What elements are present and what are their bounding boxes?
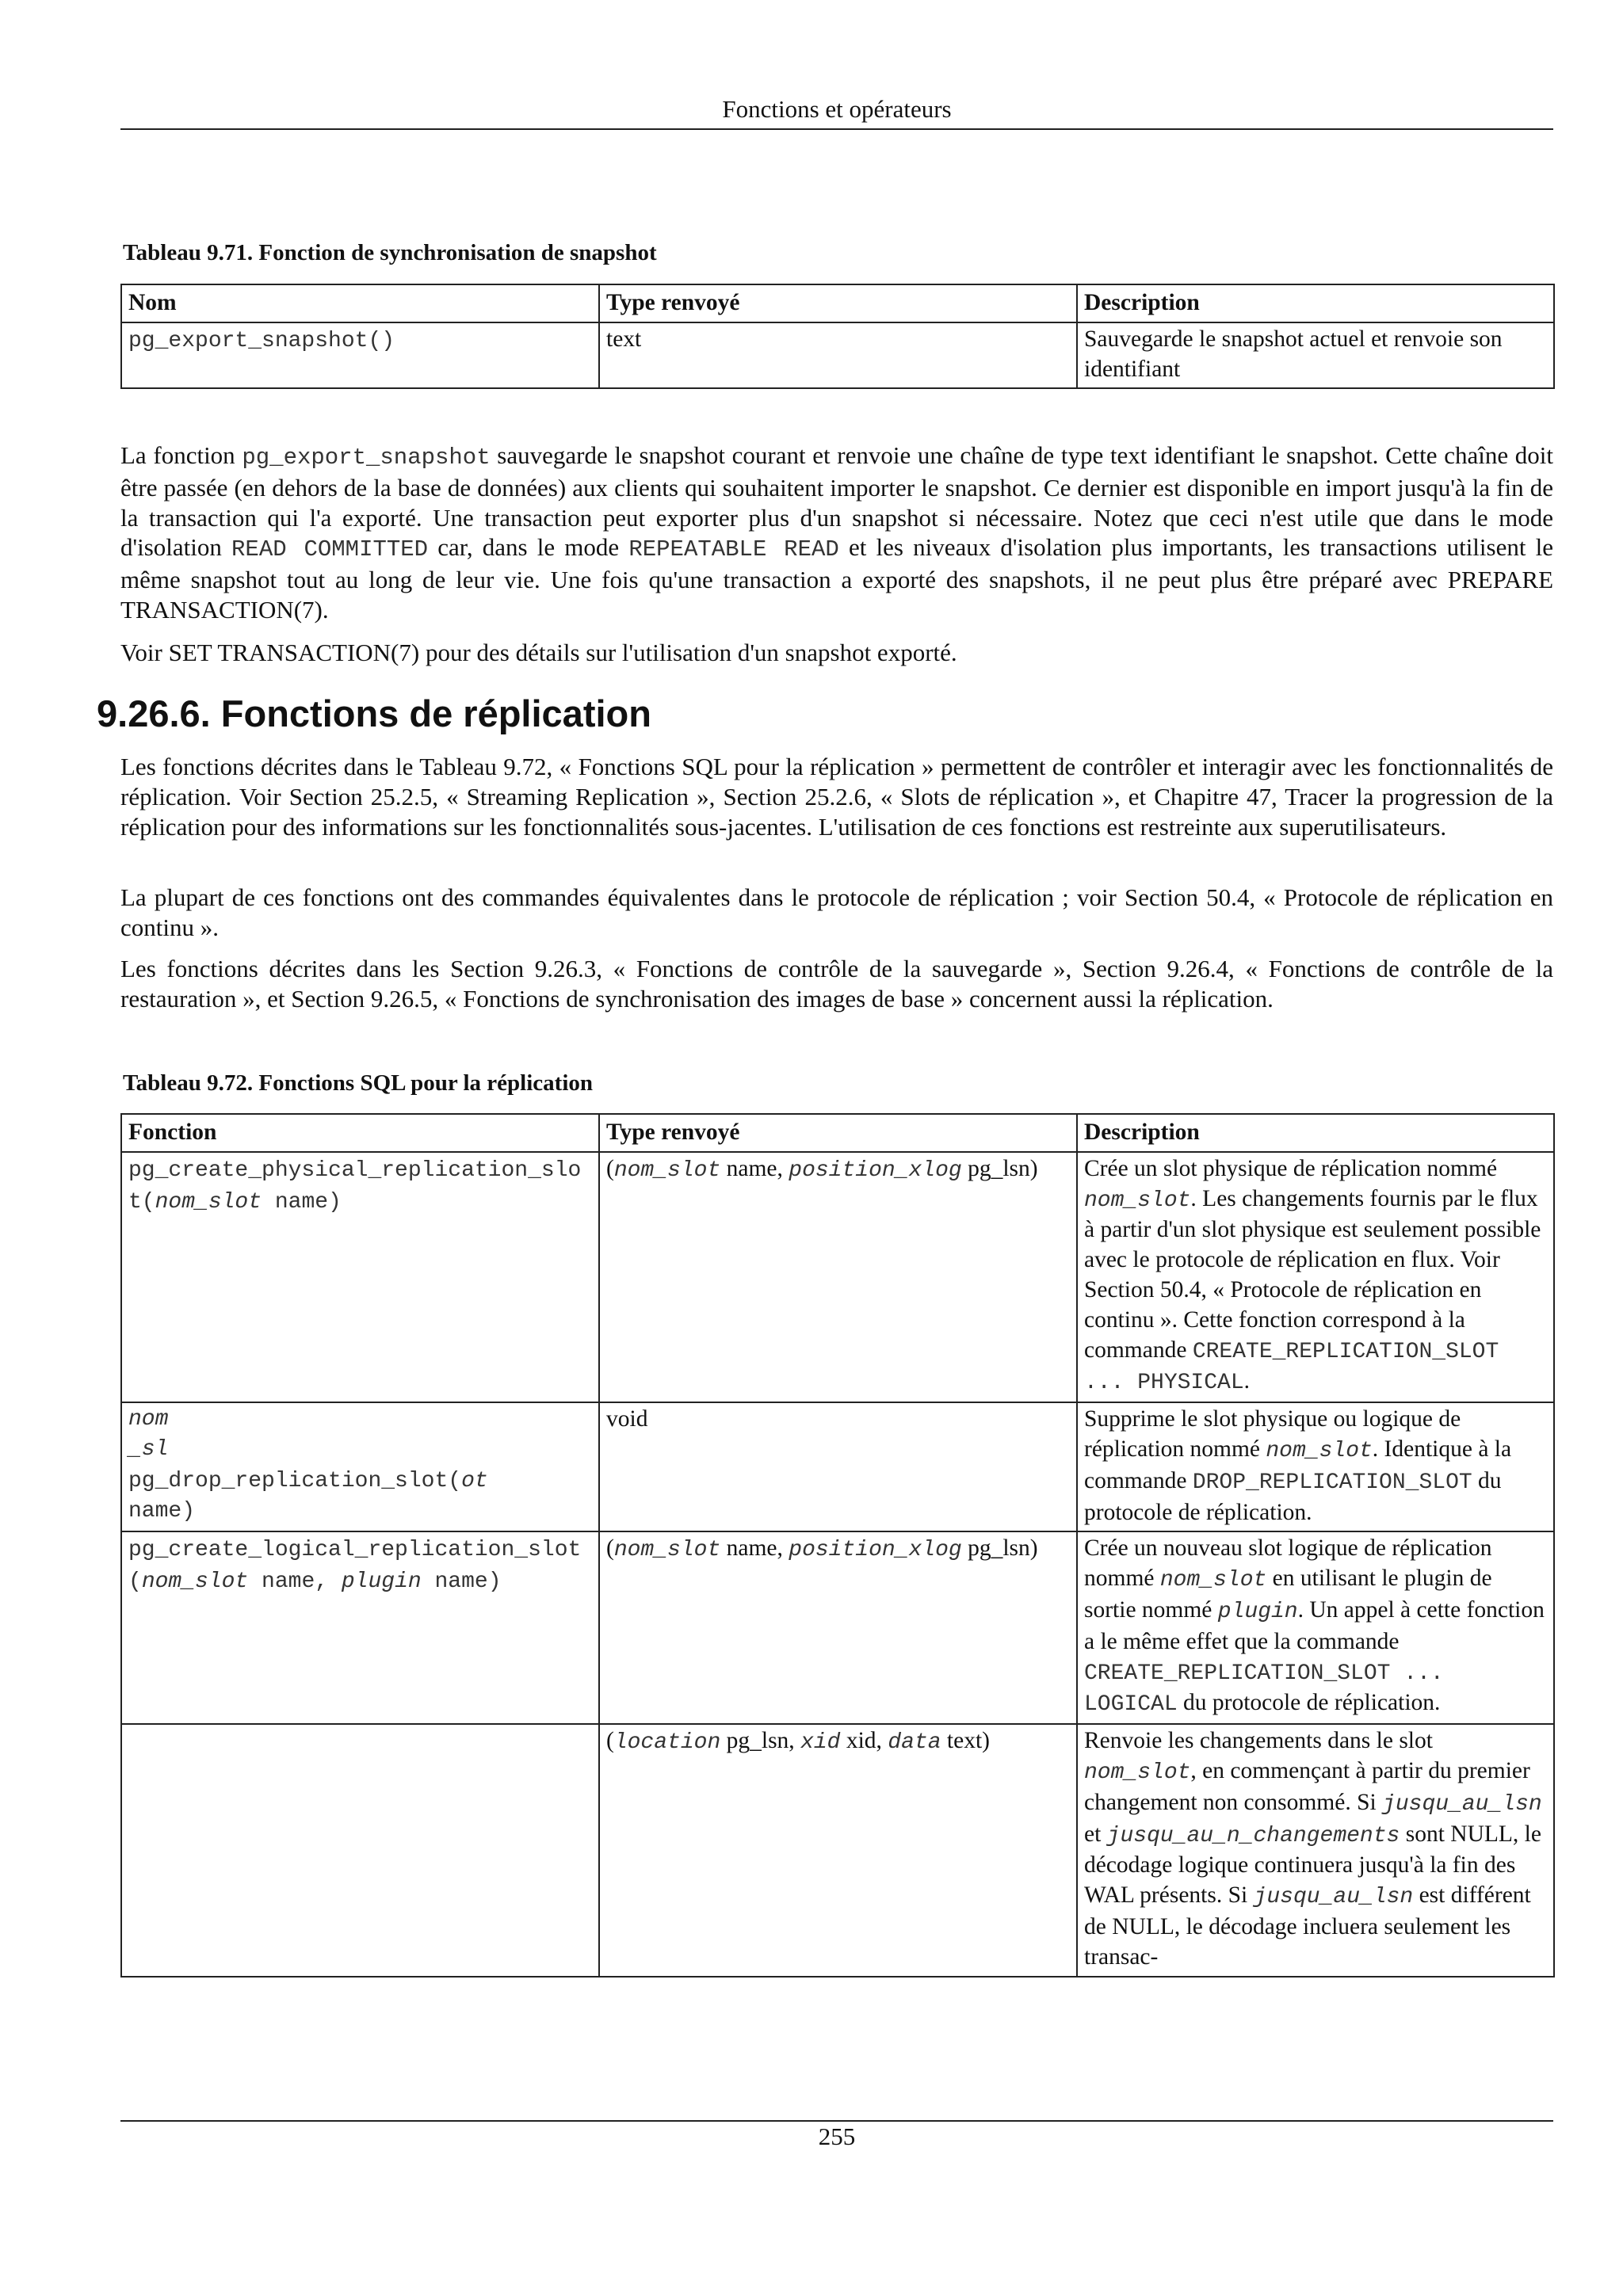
function-name-cell xyxy=(121,322,599,389)
text-run: , en commençant à partir du premier changement non consommé. Si xyxy=(1084,1757,1530,1815)
replication-functions-table xyxy=(120,1113,1555,1978)
text-run: et les niveaux d'isolation plus importants, les transactions utilisent le même snapshot tout au long de leur vie. Une fois qu'une transaction a exporté des snapshots, il ne peut plus être préparé avec PREPARE TRANSACTION(7). xyxy=(120,533,1554,624)
parameter-name: position_xlog xyxy=(789,1538,962,1563)
paragraph-related-sections: Les fonctions décrites dans les Section 9.26.3, « Fonctions de contrôle de la sauvegarde », Section 9.26.4, « Fonctions de contrôle de la restauration », et Section 9.26.5, « Fonctions de synchronisation des images de base » concernent aussi la réplication. xyxy=(120,955,1553,1013)
parameter-name: nom_slot xyxy=(613,1538,721,1563)
text-run: xid, xyxy=(840,1728,888,1754)
parameter-name: nom_slot xyxy=(1266,1438,1373,1463)
return-type-cell: void xyxy=(599,1402,1077,1531)
column-header: Nom xyxy=(121,284,599,322)
parameter-name: plugin xyxy=(1217,1599,1298,1624)
table-row xyxy=(121,1402,1554,1531)
table-caption: Tableau 9.71. Fonction de synchronisation de snapshot xyxy=(123,240,657,265)
table-header-row xyxy=(121,284,1554,322)
text-run: Crée un slot physique de réplication nommé xyxy=(1084,1155,1498,1181)
text-run: name, xyxy=(720,1155,789,1181)
return-type-cell: (nom_slot name, position_xlog pg_lsn) xyxy=(599,1531,1077,1724)
column-header: Fonction xyxy=(121,1114,599,1152)
function-signature-cell xyxy=(121,1531,599,1724)
column-header: Description xyxy=(1077,1114,1554,1152)
description-cell xyxy=(1077,1402,1554,1531)
text-run: Crée un nouveau slot logique de réplication nommé xyxy=(1084,1535,1492,1592)
text-run: name, xyxy=(720,1535,789,1562)
text-run: du protocole de réplication. xyxy=(1177,1690,1441,1716)
parameter-name: nom_slot xyxy=(613,1158,721,1183)
text-run: pg_lsn, xyxy=(720,1728,801,1754)
parameter-name: jusqu_au_n_changements xyxy=(1106,1823,1400,1848)
text-run: pg_lsn) xyxy=(961,1535,1038,1562)
code-literal: REPEATABLE READ xyxy=(628,536,839,563)
text-run: Renvoie les changements dans le slot xyxy=(1084,1728,1433,1754)
paragraph-set-transaction: Voir SET TRANSACTION(7) pour des détails sur l'utilisation d'un snapshot exporté. xyxy=(120,639,957,666)
section-heading: 9.26.6. Fonctions de réplication xyxy=(97,692,651,734)
paragraph-protocol: La plupart de ces fonctions ont des commandes équivalentes dans le protocole de réplication ; voir Section 50.4, « Protocole de réplication en continu ». xyxy=(120,883,1553,941)
return-type-cell: text xyxy=(599,322,1077,389)
code-line: name) xyxy=(128,1498,196,1524)
paragraph-export-snapshot xyxy=(120,441,1553,625)
text-run: La fonction xyxy=(120,441,242,469)
text-run: du protocole de réplication. xyxy=(1084,1467,1502,1525)
return-type-cell: (location pg_lsn, xid xid, data text) xyxy=(599,1724,1077,1976)
function-signature-cell xyxy=(121,1724,599,1976)
code-literal: pg_export_snapshot xyxy=(242,444,491,471)
description-cell xyxy=(1077,1152,1554,1402)
code-literal: CREATE_REPLICATION_SLOT ... LOGICAL xyxy=(1084,1661,1444,1718)
text-run: sont NULL, le décodage logique continuera jusqu'à la fin des WAL présents. Si xyxy=(1084,1821,1541,1909)
text-run: Supprime le slot physique ou logique de réplication nommé xyxy=(1084,1406,1461,1462)
parameter-name: ot xyxy=(461,1468,488,1493)
parameter-name: data xyxy=(888,1730,941,1756)
parameter-name: nom_slot xyxy=(1084,1188,1191,1213)
text-run: est différent de NULL, le décodage incluera seulement les transac- xyxy=(1084,1882,1531,1970)
parameter-name: xid xyxy=(800,1730,841,1756)
function-signature-cell xyxy=(121,1152,599,1402)
text-run: car, dans le mode xyxy=(428,533,629,562)
text-run: et xyxy=(1084,1821,1107,1847)
parameter-name: nom_slot xyxy=(1084,1760,1191,1785)
text-run: . xyxy=(1243,1368,1251,1394)
function-signature-cell xyxy=(121,1402,599,1531)
page-number: 255 xyxy=(818,2122,856,2150)
code-line: nom xyxy=(128,1407,169,1432)
parameter-name: location xyxy=(613,1730,721,1756)
paragraph-intro: Les fonctions décrites dans le Tableau 9.72, « Fonctions SQL pour la réplication » permettent de contrôler et interagir avec les fonctionnalités de réplication. Voir Section 25.2.5, « Streaming Replication », Section 25.2.6, « Slots de réplication », et Chapitre 47, Tracer la progression de la réplication pour des informations sur les fonctionnalités sous-jacentes. L'utilisation de ces fonctions est restreinte aux superutilisateurs. xyxy=(120,753,1553,841)
parameter-name: nom_slot xyxy=(155,1189,262,1215)
description-cell xyxy=(1077,1531,1554,1724)
parameter-name: jusqu_au_lsn xyxy=(1382,1791,1542,1817)
text-run: . Un appel à cette fonction a le même effet que la commande xyxy=(1084,1596,1545,1654)
description-cell: Sauvegarde le snapshot actuel et renvoie son identifiant xyxy=(1077,322,1554,389)
table-row xyxy=(121,322,1554,389)
table-header-row xyxy=(121,1114,1554,1152)
code-literal: name) xyxy=(421,1569,502,1595)
column-header: Description xyxy=(1077,284,1554,322)
table-row xyxy=(121,1724,1554,1976)
description-cell xyxy=(1077,1724,1554,1976)
parameter-name: nom_slot xyxy=(1159,1568,1267,1593)
text-run: . Les changements fournis par le flux à partir d'un slot physique est seulement possible avec le protocole de réplication en flux. Voir Section 50.4, « Protocole de réplication en continu ». Cette fonction correspond à la commande xyxy=(1084,1185,1541,1363)
text-run: . Identique à la commande xyxy=(1084,1436,1512,1493)
code-literal: READ COMMITTED xyxy=(231,536,429,563)
parameter-name: plugin xyxy=(341,1569,422,1595)
column-header: Type renvoyé xyxy=(599,284,1077,322)
code-line: _sl xyxy=(128,1436,169,1462)
text-run: sauvegarde le snapshot courant et renvoie une chaîne de type text identifiant le snapshot. Cette chaîne doit être passée (en dehors de la base de données) aux clients qui souhaitent importer le snapshot. Ce dernier est disponible en import jusqu'à la fin de la transaction qui l'a exporté. Une transaction peut exporter plus d'un snapshot si nécessaire. Notez que ceci n'est utile que dans le mode d'isolation xyxy=(120,441,1553,562)
table-row xyxy=(121,1152,1554,1402)
header-rule xyxy=(120,128,1553,130)
text-run: pg_lsn) xyxy=(961,1155,1038,1181)
table-caption: Tableau 9.72. Fonctions SQL pour la réplication xyxy=(123,1070,593,1096)
code-literal: pg_create_physical_replication_slot( xyxy=(128,1158,582,1215)
snapshot-sync-table xyxy=(120,284,1555,389)
parameter-name: position_xlog xyxy=(789,1158,962,1183)
text-run: text) xyxy=(941,1728,990,1754)
code-literal: name, xyxy=(248,1569,342,1595)
parameter-name: nom_slot xyxy=(141,1569,249,1595)
parameter-name: jusqu_au_lsn xyxy=(1253,1885,1414,1910)
code-literal: CREATE_REPLICATION_SLOT ... PHYSICAL xyxy=(1084,1339,1499,1396)
return-type-cell: (nom_slot name, position_xlog pg_lsn) xyxy=(599,1152,1077,1402)
code-line xyxy=(128,1465,592,1497)
table-row xyxy=(121,1531,1554,1724)
code-literal: DROP_REPLICATION_SLOT xyxy=(1192,1470,1472,1495)
text-run: en utilisant le plugin de sortie nommé xyxy=(1084,1566,1492,1623)
column-header: Type renvoyé xyxy=(599,1114,1077,1152)
running-header: Fonctions et opérateurs xyxy=(722,95,952,123)
function-name: pg_export_snapshot() xyxy=(128,328,395,353)
code-literal: pg_create_logical_replication_slot( xyxy=(128,1538,582,1595)
code-literal: name) xyxy=(262,1189,342,1215)
code-literal: pg_drop_replication_slot( xyxy=(128,1468,462,1493)
